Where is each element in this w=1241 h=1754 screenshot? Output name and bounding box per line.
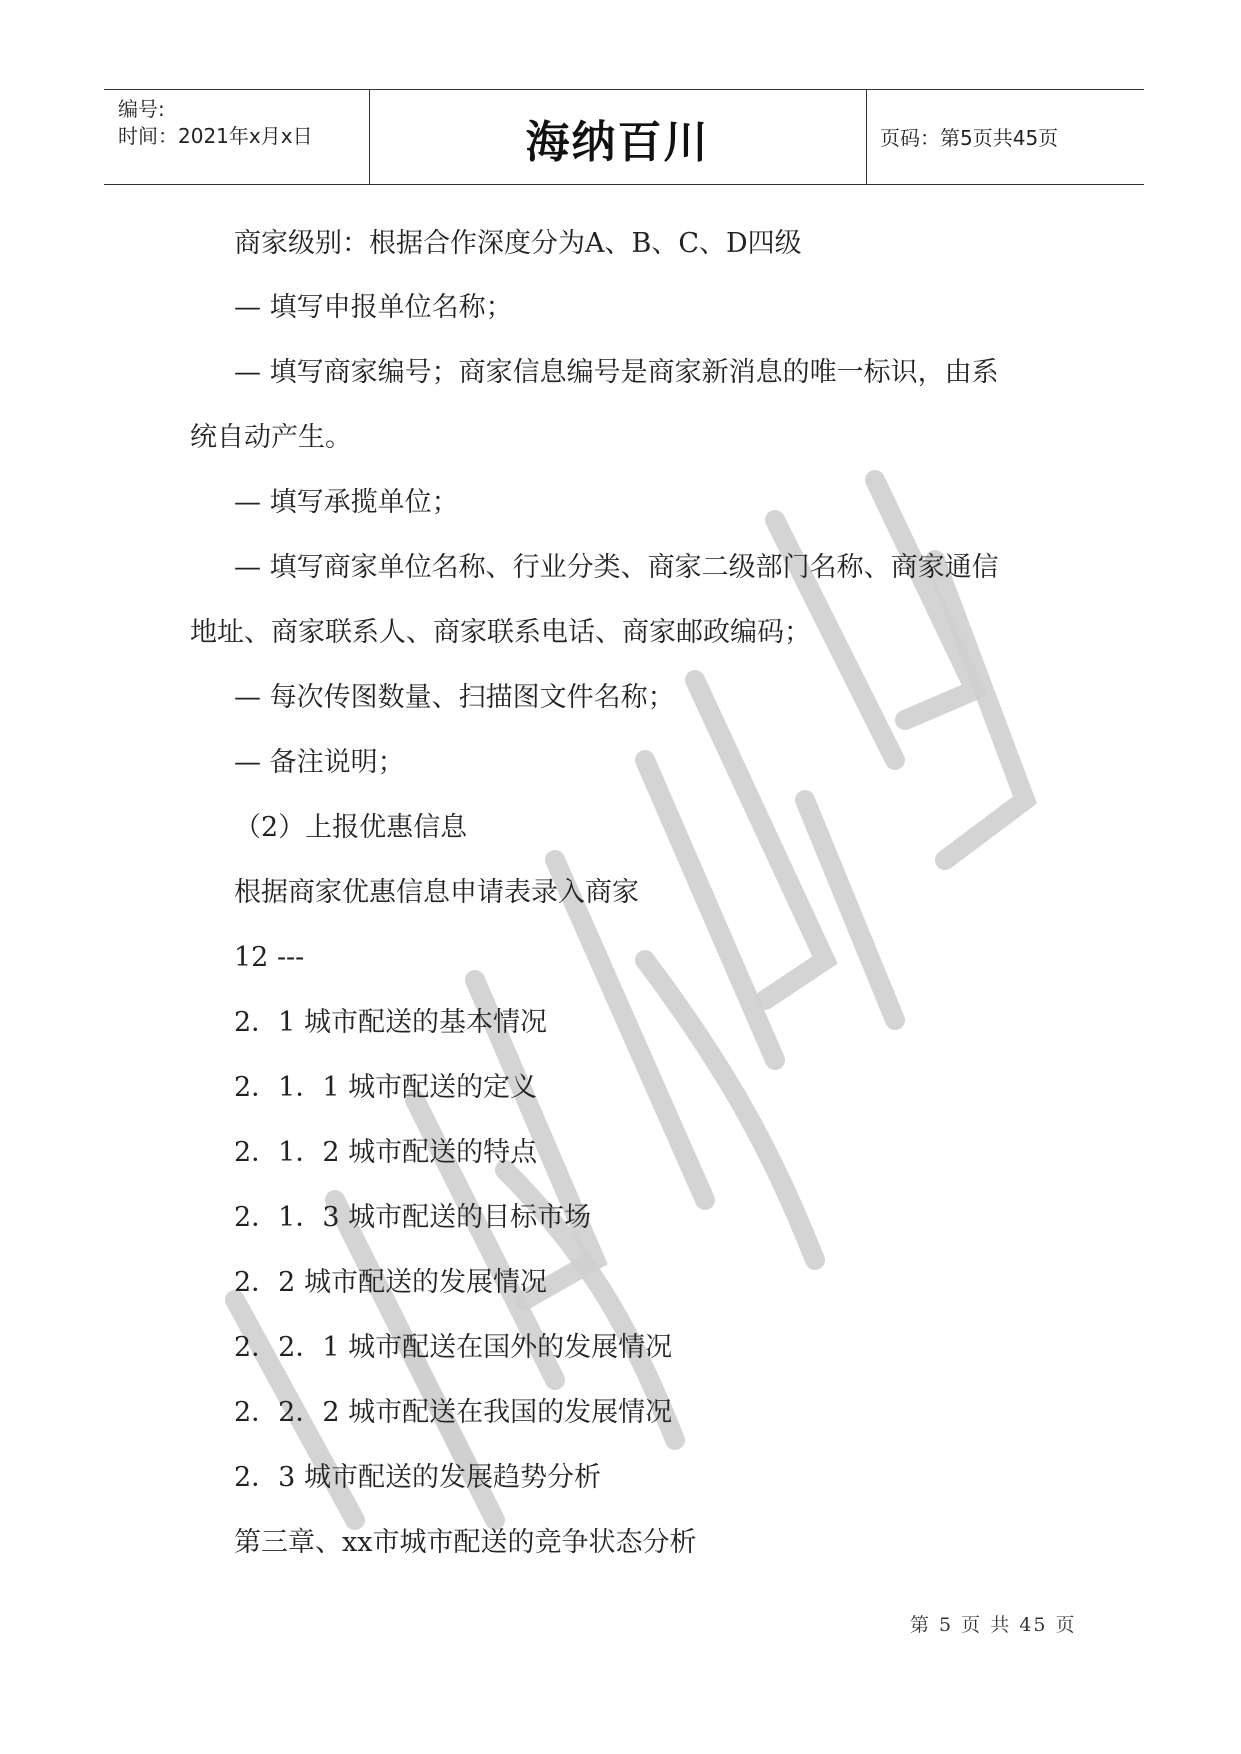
- header-page-indicator: 页码：第5页共45页: [880, 126, 1059, 150]
- serial-number-label: 编号:: [118, 97, 165, 121]
- list-item-applicant: — 填写申报单位名称；: [234, 292, 513, 323]
- list-item-merchant-id: — 填写商家编号；商家信息编号是商家新消息的唯一标识，由系: [234, 357, 999, 388]
- list-item-image-count: — 每次传图数量、扫描图文件名称；: [234, 682, 675, 713]
- chapter-three-heading: 第三章、xx市城市配送的竞争状态分析: [234, 1527, 697, 1558]
- page-break-marker: 12 ---: [234, 942, 305, 973]
- toc-item-2-1-1: 2．1．1 城市配送的定义: [234, 1072, 538, 1103]
- document-title: 海纳百川: [525, 117, 710, 168]
- toc-item-2-2-2: 2．2．2 城市配送在我国的发展情况: [234, 1397, 673, 1428]
- list-item-remarks: — 备注说明；: [234, 747, 405, 778]
- toc-item-2-2: 2．2 城市配送的发展情况: [234, 1267, 547, 1298]
- list-item-merchant-details: — 填写商家单位名称、行业分类、商家二级部门名称、商家通信: [234, 552, 999, 583]
- paragraph-merchant-level: 商家级别：根据合作深度分为A、B、C、D四级: [234, 228, 802, 259]
- toc-item-2-1: 2．1 城市配送的基本情况: [234, 1007, 547, 1038]
- watermark-text: 严禁复制: [175, 440, 179, 441]
- toc-item-2-1-3: 2．1．3 城市配送的目标市场: [234, 1202, 592, 1233]
- paragraph-discount-entry: 根据商家优惠信息申请表录入商家: [234, 877, 639, 908]
- page-footer-number: 第 5 页 共 45 页: [910, 1614, 1077, 1636]
- list-item-merchant-details-cont: 地址、商家联系人、商家联系电话、商家邮政编码；: [190, 617, 811, 648]
- toc-item-2-2-1: 2．2．1 城市配送在国外的发展情况: [234, 1332, 673, 1363]
- toc-item-2-1-2: 2．1．2 城市配送的特点: [234, 1137, 538, 1168]
- subheading-report-discount: （2）上报优惠信息: [234, 812, 468, 843]
- date-label: 时间：2021年x月x日: [118, 124, 313, 148]
- list-item-contractor: — 填写承揽单位；: [234, 487, 459, 518]
- toc-item-2-3: 2．3 城市配送的发展趋势分析: [234, 1462, 601, 1493]
- list-item-merchant-id-cont: 统自动产生。: [190, 422, 352, 453]
